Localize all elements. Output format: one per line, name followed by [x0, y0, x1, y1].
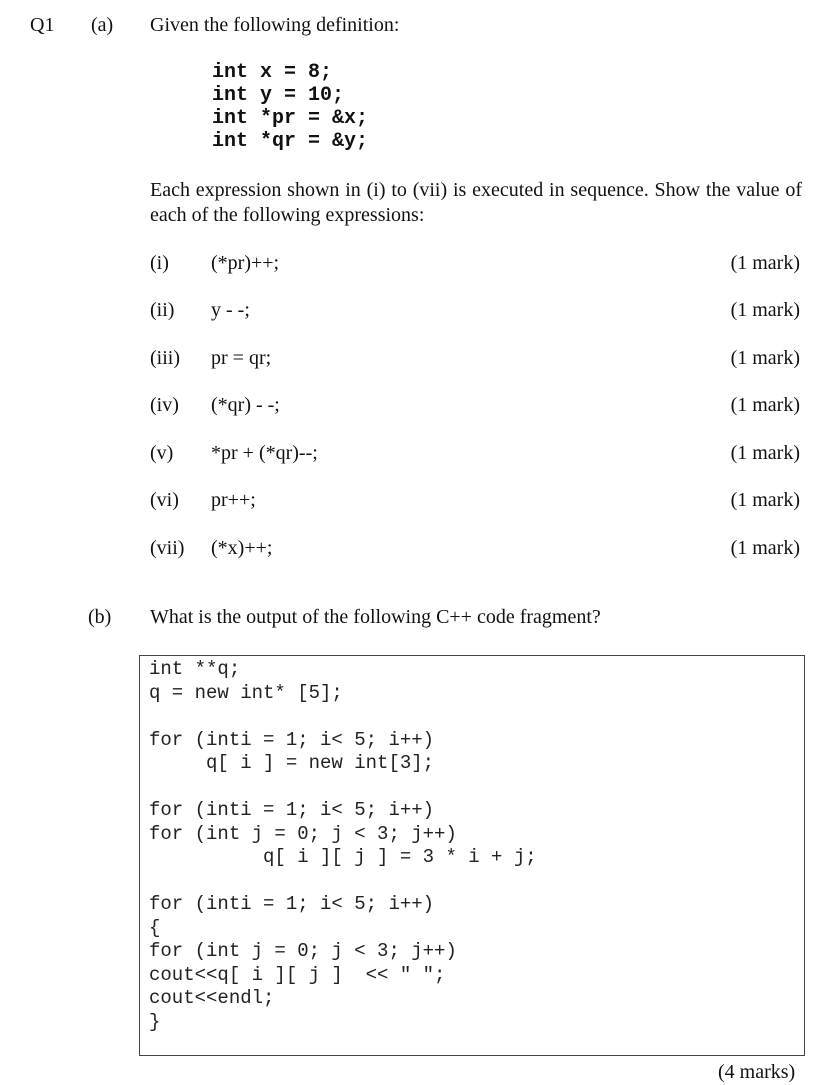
code-line: for (inti = 1; i< 5; i++)	[149, 799, 435, 821]
item-expression: (*x)++;	[211, 537, 273, 559]
expression-item	[150, 489, 800, 515]
code-line: q[ i ] = new int[3];	[149, 752, 435, 774]
code-line: q = new int* [5];	[149, 681, 343, 704]
code-line: int **q;	[149, 658, 241, 680]
part-a-instructions: Each expression shown in (i) to (vii) is executed in sequence. Show the value of each of the following expressions:	[150, 179, 802, 226]
item-number: (i)	[150, 252, 169, 274]
part-a-intro: Given the following definition:	[150, 14, 400, 36]
item-number: (iii)	[150, 347, 180, 369]
code-line: for (inti = 1; i< 5; i++)	[149, 893, 435, 915]
item-expression: pr++;	[211, 489, 256, 511]
part-b-marks: (4 marks)	[718, 1061, 796, 1083]
item-number: (iv)	[150, 394, 179, 416]
code-line: q[ i ][ j ] = 3 * i + j;	[149, 846, 537, 868]
item-expression: (*qr) - -;	[211, 394, 280, 416]
definition-line: int y = 10;	[212, 84, 345, 107]
item-number: (ii)	[150, 299, 175, 321]
part-b-question: What is the output of the following C++ code fragment?	[150, 606, 601, 628]
item-expression: pr = qr;	[211, 347, 272, 369]
code-line: cout<<q[ i ][ j ] << " ";	[149, 963, 446, 986]
code-line: for (int j = 0; j < 3; j++)	[149, 940, 457, 962]
part-a-label: (a)	[91, 14, 114, 36]
item-expression: *pr + (*qr)--;	[211, 442, 318, 464]
item-marks: (1 mark)	[730, 489, 800, 511]
expression-item	[150, 299, 800, 325]
expression-item	[150, 347, 800, 373]
item-marks: (1 mark)	[730, 537, 800, 559]
code-line: for (inti = 1; i< 5; i++)	[149, 728, 435, 751]
code-fragment-box	[139, 655, 805, 1056]
code-line: cout<<endl;	[149, 987, 275, 1009]
code-line: {	[149, 916, 161, 939]
item-marks: (1 mark)	[730, 252, 800, 274]
expression-item	[150, 442, 800, 468]
expression-item	[150, 394, 800, 420]
item-number: (vii)	[150, 537, 185, 559]
definition-line: int *pr = &x;	[212, 107, 369, 130]
item-expression: y - -;	[211, 299, 250, 321]
item-marks: (1 mark)	[730, 442, 800, 464]
code-line: for (int j = 0; j < 3; j++)	[149, 822, 457, 845]
code-line: }	[149, 1010, 161, 1033]
definition-line: int x = 8;	[212, 61, 333, 84]
expression-item	[150, 252, 800, 278]
item-expression: (*pr)++;	[211, 252, 280, 274]
item-number: (vi)	[150, 489, 179, 511]
item-marks: (1 mark)	[730, 394, 800, 416]
definition-line: int *qr = &y;	[212, 130, 369, 153]
expression-item	[150, 537, 800, 563]
question-number: Q1	[30, 14, 55, 36]
part-b-label: (b)	[88, 606, 112, 628]
item-marks: (1 mark)	[730, 299, 800, 321]
item-number: (v)	[150, 442, 174, 464]
item-marks: (1 mark)	[730, 347, 800, 369]
